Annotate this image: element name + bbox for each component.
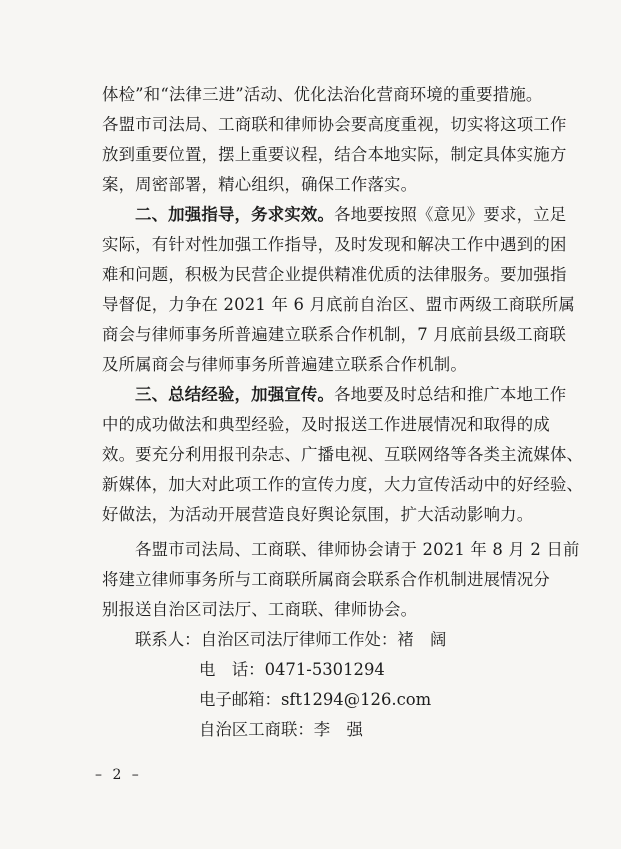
paragraph-2-line-5: 商会与律师事务所普遍建立联系合作机制，7 月底前县级工商联: [102, 325, 566, 344]
paragraph-1-line-1: 体检”和“法律三进”活动、优化法治化营商环境的重要措施。: [102, 85, 543, 104]
paragraph-3-intro: 各地要及时总结和推广本地工作: [334, 385, 567, 404]
contact-email-line: [199, 689, 431, 711]
paragraph-2-line-2: 实际，有针对性加强工作指导，及时发现和解决工作中遇到的困: [102, 235, 567, 254]
paragraph-2-line-4: 导督促，力争在 2021 年 6 月底前自治区、盟市两级工商联所属: [102, 295, 575, 314]
paragraph-4-line-3: 别报送自治区司法厅、工商联、律师协会。: [102, 600, 418, 619]
contact-block-line-1: [135, 629, 446, 651]
paragraph-3-line-2: 中的成功做法和典型经验，及时报送工作进展情况和取得的成: [102, 415, 550, 434]
contact-phone-line: [199, 659, 385, 681]
paragraph-3-line-1: [135, 384, 567, 406]
email-address: sft1294@126.com: [280, 690, 432, 709]
phone-label: 电 话：: [199, 660, 265, 679]
paragraph-4-line-2: 将建立律师事务所与工商联所属商会联系合作机制进展情况分: [102, 570, 550, 589]
email-label: 电子邮箱：: [199, 690, 281, 709]
contact-person-commerce: 自治区工商联：李 强: [199, 720, 363, 739]
paragraph-3-line-4: 新媒体，加大对此项工作的宣传力度，大力宣传活动中的好经验、: [102, 475, 584, 494]
section-heading-3: 三、总结经验，加强宣传。: [135, 385, 335, 404]
paragraph-2-line-1: [135, 204, 567, 226]
page-number: – 2 –: [95, 767, 142, 783]
paragraph-1-line-2: 各盟市司法局、工商联和律师协会要高度重视，切实将这项工作: [102, 115, 567, 134]
paragraph-3-line-5: 好做法，为活动开展营造良好舆论氛围，扩大活动影响力。: [102, 505, 534, 524]
paragraph-1-line-4: 案，周密部署，精心组织，确保工作落实。: [102, 175, 418, 194]
paragraph-2-line-6: 及所属商会与律师事务所普遍建立联系合作机制。: [102, 355, 467, 374]
paragraph-2-line-3: 难和问题，积极为民营企业提供精准优质的法律服务。要加强指: [102, 265, 567, 284]
contact-person-justice: 自治区司法厅律师工作处：褚 阔: [200, 630, 447, 649]
paragraph-1-line-3: 放到重要位置，摆上重要议程，结合本地实际，制定具体实施方: [102, 145, 567, 164]
phone-number: 0471-5301294: [264, 660, 385, 679]
paragraph-3-line-3: 效。要充分利用报刊杂志、广播电视、互联网络等各类主流媒体、: [102, 445, 584, 464]
section-heading-2: 二、加强指导，务求实效。: [135, 205, 335, 224]
paragraph-2-intro: 各地要按照《意见》要求，立足: [334, 205, 567, 224]
contact-label: 联系人：: [135, 630, 201, 649]
paragraph-4-line-1: 各盟市司法局、工商联、律师协会请于 2021 年 8 月 2 日前: [135, 540, 580, 559]
